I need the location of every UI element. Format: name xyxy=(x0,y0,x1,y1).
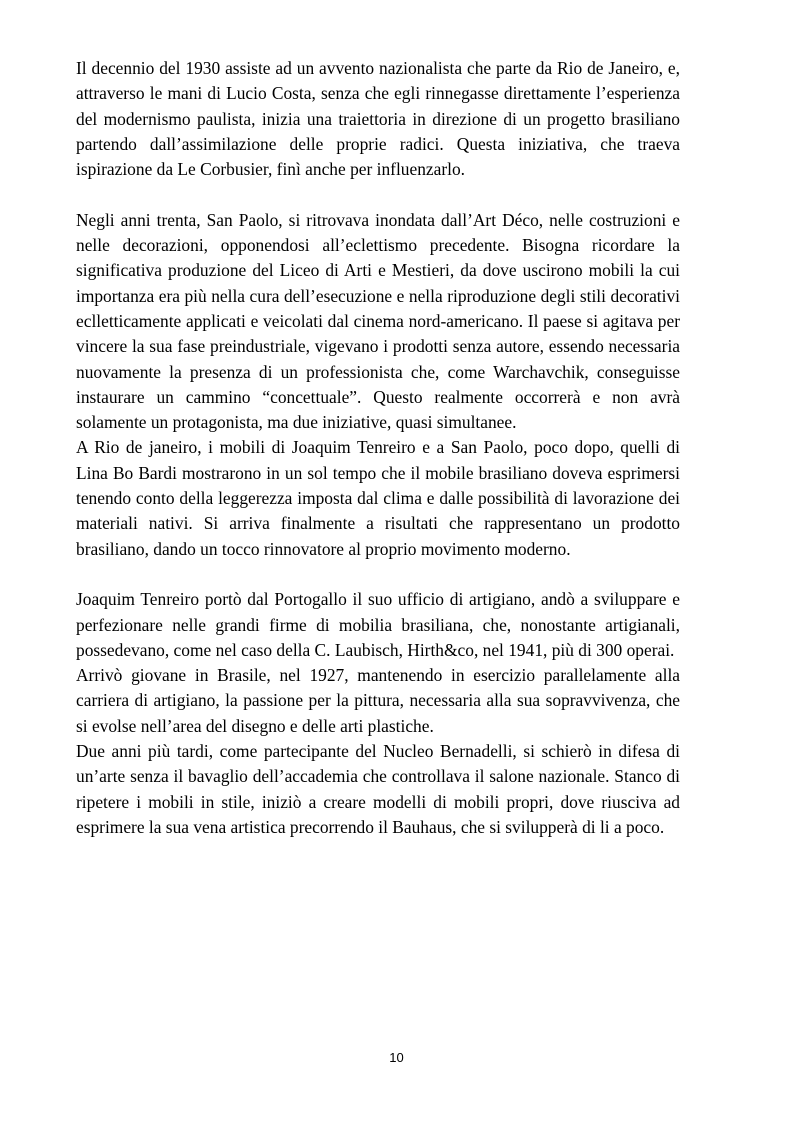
paragraph-decennio-1930: Il decennio del 1930 assiste ad un avvento nazionalista che parte da Rio de Janeiro, e, attraverso le mani di Lucio Costa, senza che egli rinnegasse direttamente l’esperienza del modernismo paulista, inizia una traiettoria in direzione di un progetto brasiliano partendo dall’assimilazione delle proprie radici. Questa iniziativa, che traeva ispirazione da Le Corbusier, finì anche per influenzarlo. xyxy=(76,58,680,180)
paragraph-nucleo-bernadelli: Due anni più tardi, come partecipante del Nucleo Bernadelli, si schierò in difesa di un’arte senza il bavaglio dell’accademia che controllava il salone nazionale. Stanco di ripetere i mobili in stile, iniziò a creare modelli di mobili propri, dove riusciva ad esprimere la sua vena artistica precorrendo il Bauhaus, che si svilupperà di li a poco. xyxy=(76,741,680,837)
page-number: 10 xyxy=(389,1050,404,1065)
paragraph-tenreiro-portogallo: Joaquim Tenreiro portò dal Portogallo il suo ufficio di artigiano, andò a sviluppare e perfezionare nelle grandi firme di mobilia brasiliana, che, nonostante artigianali, possedevano, come nel caso della C. Laubisch, Hirth&co, nel 1941, più di 300 operai. xyxy=(76,589,680,660)
paragraph-rio-de-janeiro: A Rio de janeiro, i mobili di Joaquim Tenreiro e a San Paolo, poco dopo, quelli di Lina Bo Bardi mostrarono in un sol tempo che il mobile brasiliano doveva esprimersi tenendo conto della leggerezza imposta dal clima e dalle possibilità di lavorazione dei materiali nativi. Si arriva finalmente a risultati che rappresentano un prodotto brasiliano, dando un tocco rinnovatore al proprio movimento moderno. xyxy=(76,437,680,559)
document-body xyxy=(76,56,680,840)
paragraph-arrivo-brasile: Arrivò giovane in Brasile, nel 1927, mantenendo in esercizio parallelamente alla carriera di artigiano, la passione per la pittura, necessaria alla sua sopravvivenza, che si evolse nell’area del disegno e delle arti plastiche. xyxy=(76,665,680,736)
paragraph-spacer xyxy=(76,562,680,587)
paragraph-anni-trenta: Negli anni trenta, San Paolo, si ritrovava inondata dall’Art Déco, nelle costruzioni e nelle decorazioni, opponendosi all’eclettismo precedente. Bisogna ricordare la significativa produzione del Liceo di Arti e Mestieri, da dove uscirono mobili la cui importanza era più nella cura dell’esecuzione e nella riproduzione degli stili decorativi eclletticamente applicati e veicolati dal cinema nord-americano. Il paese si agitava per vincere la sua fase preindustriale, vigevano i prodotti senza autore, essendo necessaria nuovamente la presenza di un professionista che, come Warchavchik, conseguisse instaurare un cammino “concettuale”. Questo realmente occorrerà e non avrà solamente un protagonista, ma due iniziative, quasi simultanee. xyxy=(76,209,680,433)
paragraph-spacer xyxy=(76,182,680,207)
